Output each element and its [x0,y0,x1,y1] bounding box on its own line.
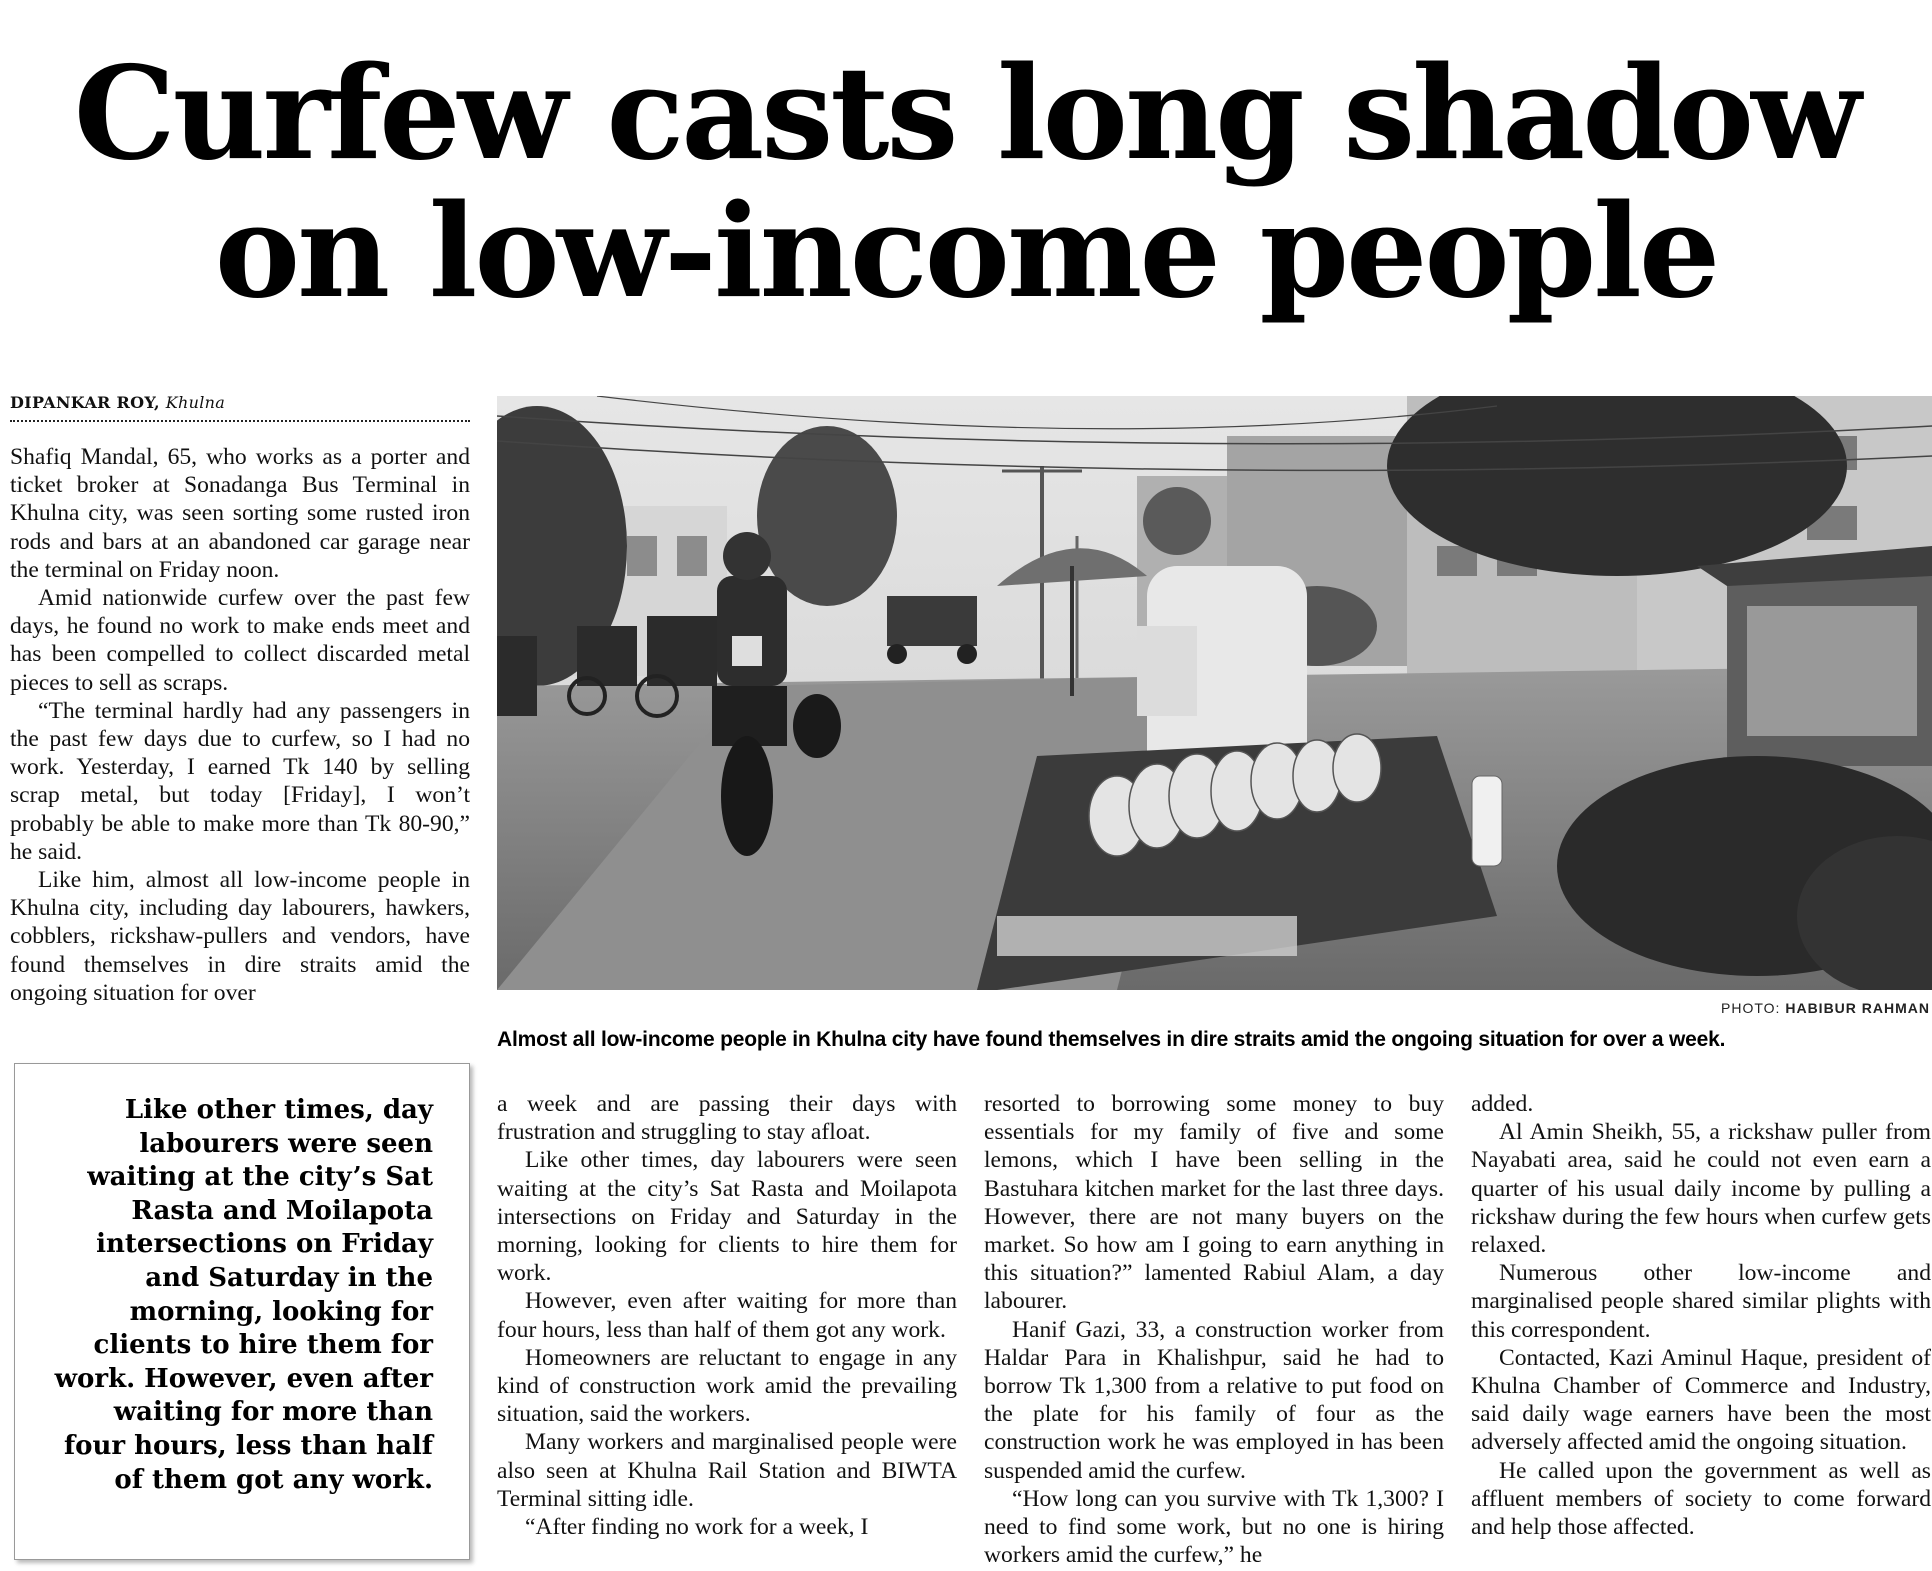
article-column-4 [1471,1090,1931,1571]
paragraph: “The terminal hardly had any passengers in the past few days due to curfew, so I had no work. Yesterday, I earned Tk 140 by selling scrap metal, but today [Friday], I won’t probably be able to make more than Tk 80-90,” he said. [10,697,470,865]
paragraph: However, even after waiting for more than four hours, less than half of them got any work. [497,1288,957,1343]
paragraph: Hanif Gazi, 33, a construction worker from Haldar Para in Khalishpur, said he had to borrow Tk 1,300 from a relative to put food on the plate for his family of four as the construction work he was employed in has been suspended amid the curfew. [984,1316,1444,1484]
paragraph: Numerous other low-income and marginalised people shared similar plights with this correspondent. [1471,1260,1931,1343]
paragraph: “How long can you survive with Tk 1,300? I need to find some work, but no one is hiring workers amid the curfew,” he [984,1485,1444,1569]
paragraph: Al Amin Sheikh, 55, a rickshaw puller from Nayabati area, said he could not even earn a quarter of his usual daily income by pulling a rickshaw during the few hours when curfew gets relaxed. [1471,1119,1931,1259]
paragraph: a week and are passing their days with frustration and struggling to stay afloat. [497,1091,957,1146]
paragraph: He called upon the government as well as affluent members of society to come forward and help those affected. [1471,1457,1931,1541]
byline [10,393,470,422]
photo-credit-name: HABIBUR RAHMAN [1785,1000,1930,1016]
street-scene-photo [497,396,1932,990]
headline-line-2: on low-income people [214,177,1718,327]
paragraph: Contacted, Kazi Aminul Haque, president of Khulna Chamber of Commerce and Industry, said daily wage earners have been the most adversely affected amid the ongoing situation. [1471,1344,1931,1456]
paragraph: Homeowners are reluctant to engage in any kind of construction work amid the prevailing situation, said the workers. [497,1344,957,1428]
byline-location: Khulna [165,393,226,412]
pull-quote [14,1063,470,1560]
paragraph: “After finding no work for a week, I [525,1514,869,1541]
paragraph: Many workers and marginalised people were also seen at Khulna Rail Station and BIWTA Terminal sitting idle. [497,1429,957,1512]
paragraph: resorted to borrowing some money to buy essentials for my family of five and some lemons, which I have been selling in the Bastuhara kitchen market for the last three days. However, there are not many buyers on the market. So how am I going to earn anything in this situation?” lamented Rabiul Alam, a day labourer. [984,1091,1444,1315]
paragraph: Amid nationwide curfew over the past few days, he found no work to make ends meet and has been compelled to collect discarded metal pieces to sell as scraps. [10,585,470,696]
headline [0,39,1932,327]
headline-line-1: Curfew casts long shadow [73,39,1859,189]
photo-credit [1721,1000,1930,1016]
article-column-3 [984,1090,1444,1571]
article-column-1 [10,443,470,1033]
photo-credit-label: PHOTO: [1721,1000,1781,1016]
byline-author: DIPANKAR ROY, [10,393,160,412]
paragraph: Shafiq Mandal, 65, who works as a porter and ticket broker at Sonadanga Bus Terminal in Khulna city, was seen sorting some rusted iron rods and bars at an abandoned car garage near the terminal on Friday noon. [10,444,470,583]
paragraph: Like other times, day labourers were seen waiting at the city’s Sat Rasta and Moilapota intersections on Friday and Saturday in the morning, looking for clients to hire them for work. [497,1147,957,1287]
paragraph: added. [1471,1091,1534,1117]
pull-quote-text: Like other times, day labourers were seen waiting at the city’s Sat Rasta and Moilapota intersections on Friday and Saturday in the morning, looking for clients to hire them for work. However, even after waiting for more than four hours, less than half of them got any work. [54,1095,433,1495]
article-column-2 [497,1090,957,1571]
photo-caption: Almost all low-income people in Khulna city have found themselves in dire straits amid the ongoing situation for over a week. [497,1028,1726,1051]
paragraph: Like him, almost all low-income people in Khulna city, including day labourers, hawkers, cobblers, rickshaw-pullers and vendors, have found themselves in dire straits amid the ongoing situation for over [10,867,470,1006]
news-photo [497,396,1932,990]
